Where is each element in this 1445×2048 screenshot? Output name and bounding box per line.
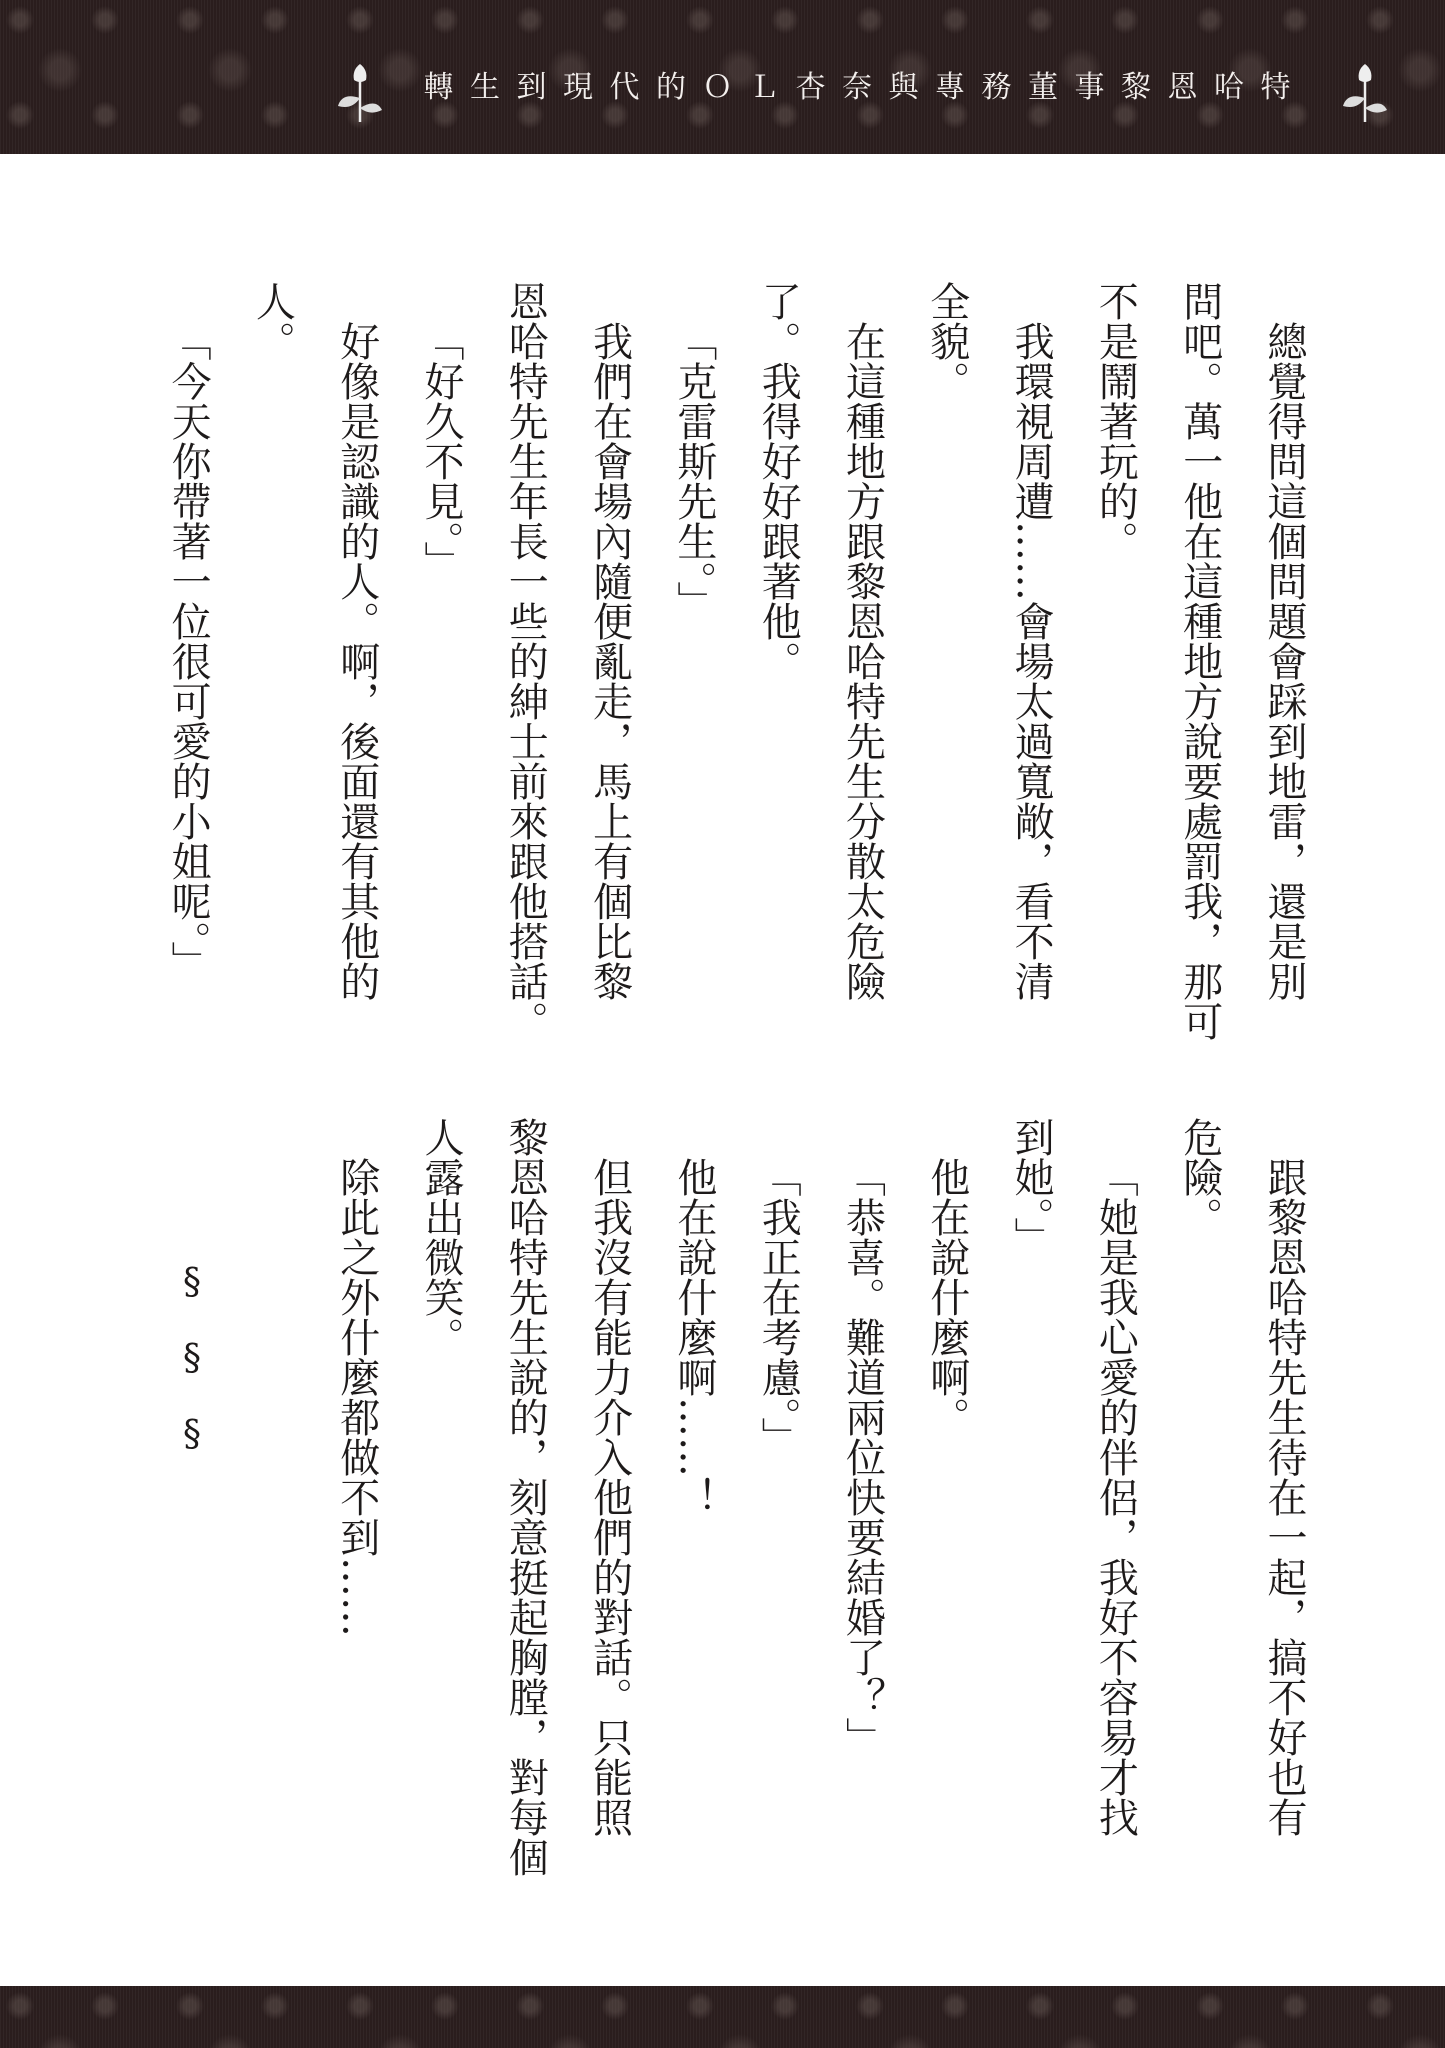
section-mark: §	[183, 1414, 201, 1455]
text-column: 但我沒有能力介入他們的對話。只能照	[586, 1157, 633, 1837]
text-column: 跟黎恩哈特先生待在一起，搞不好也有	[1261, 1157, 1307, 1837]
text-column: 「克雷斯先生。」	[670, 321, 717, 621]
section-mark: §	[183, 1338, 201, 1379]
text-column: 除此之外什麼都做不到……	[333, 1157, 380, 1637]
text-column: 黎恩哈特先生說的，刻意挺起胸膛，對每個	[502, 1117, 549, 1877]
text-column: 不是鬧著玩的。	[1092, 281, 1139, 561]
text-column: 總覺得問這個問題會踩到地雷，還是別	[1261, 321, 1307, 1001]
running-title: 轉生到現代的ＯＬ杏奈與專務董事黎恩哈特	[423, 70, 1307, 105]
text-column: 「她是我心愛的伴侶，我好不容易才找	[1092, 1157, 1139, 1837]
text-column: 我們在會場內隨便亂走，馬上有個比黎	[586, 321, 633, 1001]
text-column: 人。	[249, 281, 296, 361]
text-column: 「恭喜。難道兩位快要結婚了？」	[839, 1157, 886, 1757]
text-column: 到她。」	[1008, 1117, 1055, 1257]
footer-band	[0, 1986, 1445, 2048]
text-column: 「好久不見。」	[418, 321, 464, 581]
text-column: 全貌。	[923, 281, 970, 401]
header-band	[0, 0, 1445, 154]
text-column: 「今天你帶著一位很可愛的小姐呢。」	[165, 321, 212, 981]
text-column: 危險。	[1176, 1117, 1223, 1237]
text-column: 好像是認識的人。啊，後面還有其他的	[333, 321, 380, 1001]
tulip-ornament-icon	[1335, 58, 1395, 128]
text-column: 人露出微笑。	[418, 1117, 464, 1357]
text-column: 問吧。萬一他在這種地方說要處罰我，那可	[1176, 281, 1223, 1041]
text-column: 「我正在考慮。」	[755, 1157, 802, 1457]
text-column: 了。我得好好跟著他。	[755, 281, 802, 681]
text-column: 恩哈特先生年長一些的紳士前來跟他搭話。	[502, 281, 549, 1041]
text-column: 他在說什麼啊。	[923, 1157, 970, 1437]
text-column: 在這種地方跟黎恩哈特先生分散太危險	[839, 321, 886, 1001]
text-column: 他在說什麼啊……！	[670, 1157, 717, 1517]
text-column: 我環視周遭……會場太過寬敞，看不清	[1008, 321, 1055, 1001]
section-mark: §	[183, 1262, 201, 1303]
tulip-ornament-icon	[330, 58, 390, 128]
